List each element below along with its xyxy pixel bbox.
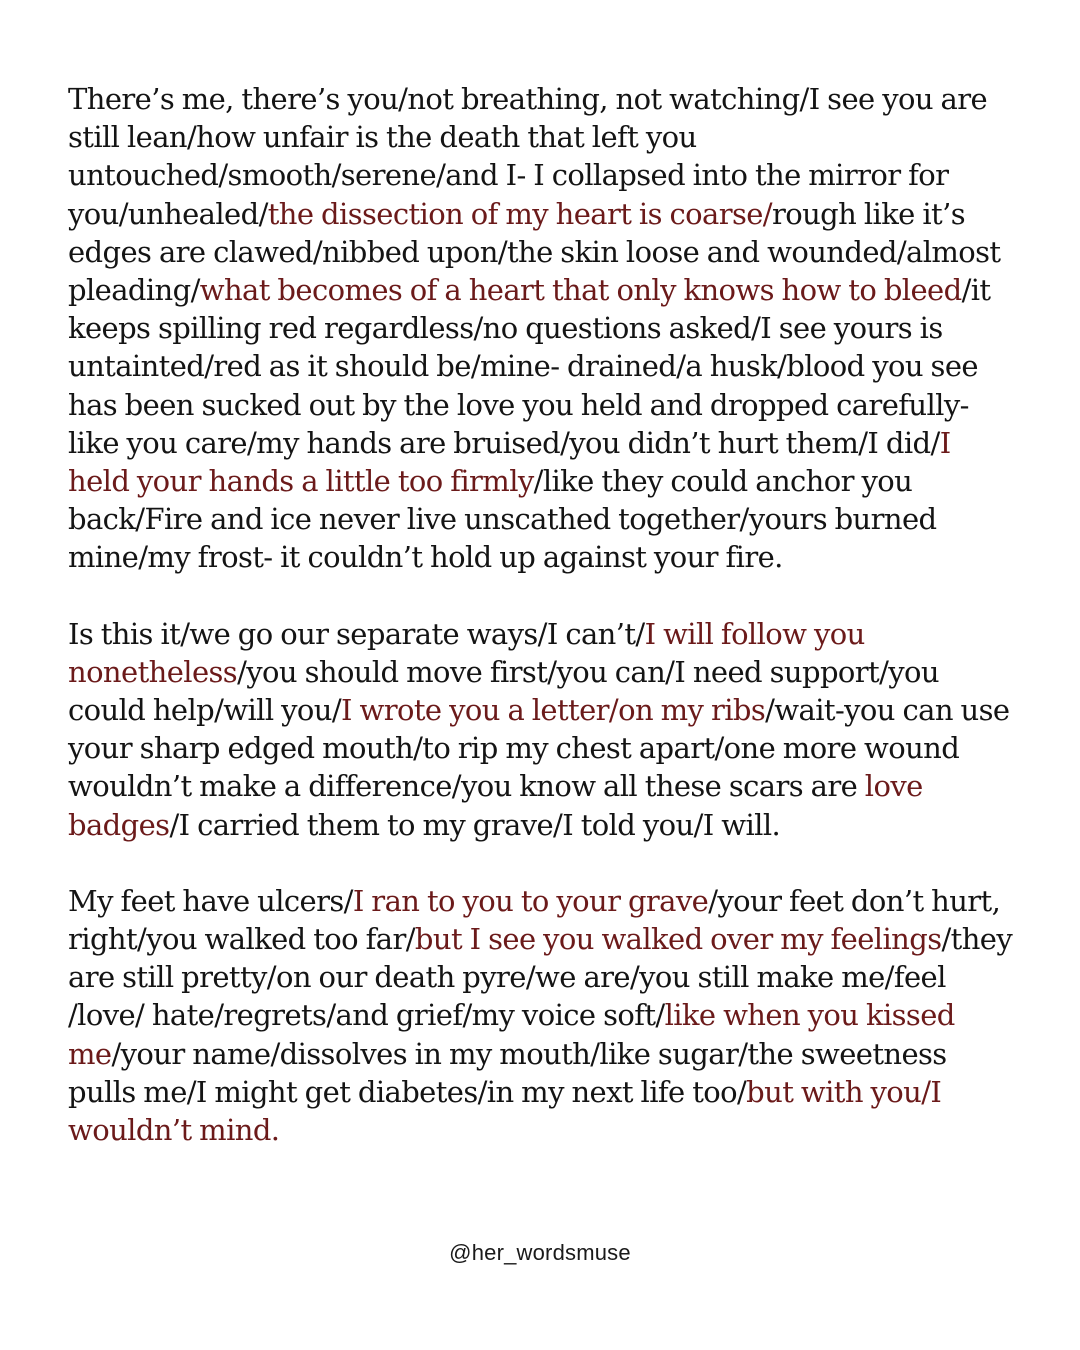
- stanza-1-segment: /like they could anchor you back/Fire and ice never live unscathed together/yours burned mine/my frost- it couldn’t hold up against your fire.: [68, 464, 937, 575]
- stanza-1-segment: /it keeps spilling red regardless/no questions asked/I see yours is untainted/red as it should be/mine- drained/a husk/blood you see has been sucked out by the love you held and dropped carefully- like you care/my hands are bruised/you didn’t hurt them/I did/: [68, 273, 991, 460]
- stanza-3-segment: My feet have ulcers/: [68, 883, 353, 918]
- stanza-1-highlight: the dissection of my heart is coarse/: [267, 196, 772, 231]
- stanza-2: [68, 615, 1018, 844]
- poem-body: [68, 80, 1018, 1149]
- stanza-2-segment: /wait-you can use your sharp edged mouth/to rip my chest apart/one more wound wouldn’t make a difference/you know all these scars are: [68, 693, 1010, 804]
- stanza-3-segment: /your name/dissolves in my mouth/like sugar/the sweetness pulls me/I might get diabetes/in my next life too/: [68, 1036, 947, 1109]
- stanza-3-segment: /your feet don’t hurt, right/you walked too far/: [68, 883, 1001, 957]
- stanza-1-highlight: I held your hands a little too firmly: [68, 425, 951, 499]
- stanza-1: [68, 80, 1018, 577]
- stanza-3: [68, 882, 1018, 1149]
- stanza-3-highlight: but I see you walked over my feelings: [414, 922, 942, 957]
- stanza-1-segment: There’s me, there’s you/not breathing, not watching/I see you are still lean/how unfair is the death that left you untouched/smooth/serene/and I- I collapsed into the mirror for you/unhealed/: [68, 82, 988, 231]
- stanza-3-highlight: I ran to you to your grave: [352, 883, 709, 918]
- author-handle: @her_wordsmuse: [449, 1240, 631, 1265]
- stanza-2-highlight: I wrote you a letter/on my ribs: [341, 693, 766, 728]
- stanza-3-segment: /they are still pretty/on our death pyre/we are/you still make me/feel /love/ hate/regrets/and grief/my voice soft/: [68, 922, 1013, 1033]
- stanza-2-highlight: love badges: [68, 769, 923, 842]
- stanza-3-highlight: but with you/I wouldn’t mind.: [68, 1074, 942, 1148]
- stanza-1-segment: rough like it’s edges are clawed/nibbed upon/the skin loose and wounded/almost pleading/: [68, 196, 1001, 308]
- stanza-2-segment: /I carried them to my grave/I told you/I will.: [169, 807, 781, 842]
- stanza-2-segment: Is this it/we go our separate ways/I can’t/: [68, 616, 645, 651]
- stanza-2-segment: /you should move first/you can/I need support/you could help/will you/: [68, 654, 939, 728]
- stanza-2-highlight: I will follow you nonetheless: [68, 616, 865, 689]
- stanza-1-highlight: what becomes of a heart that only knows how to bleed: [199, 273, 962, 308]
- stanza-3-highlight: like when you kissed me: [68, 998, 955, 1071]
